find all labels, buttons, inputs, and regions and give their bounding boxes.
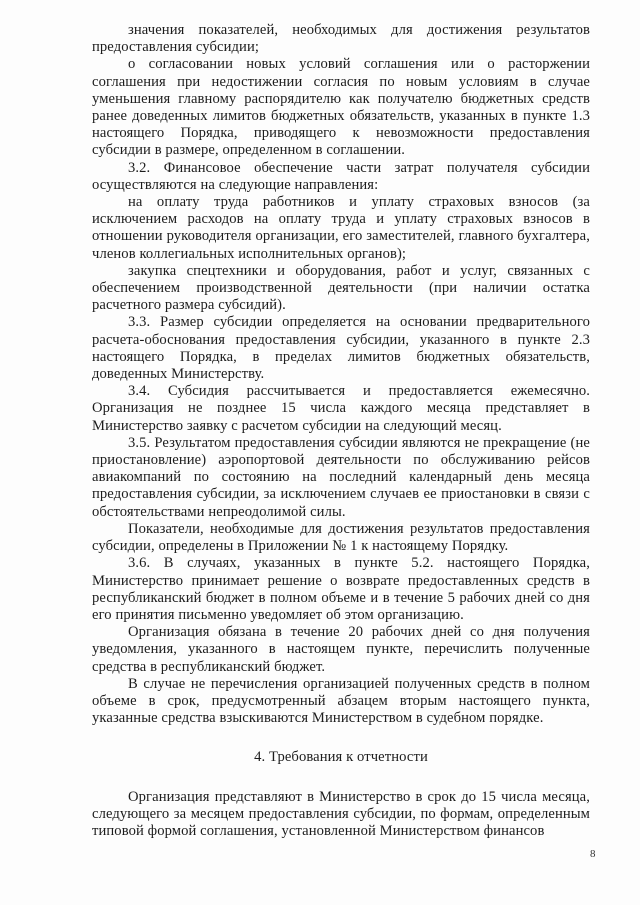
document-body: [92, 22, 590, 840]
paragraph-indicators: Показатели, необходимые для достижения результатов предоставления субсидии, определены в Приложении № 1 к настоящему Порядку.: [92, 520, 590, 555]
paragraph-3-2: 3.2. Финансовое обеспечение части затрат получателя субсидии осуществляются на следующие направления:: [92, 159, 590, 193]
paragraph-3-6: 3.6. В случаях, указанных в пункте 5.2. настоящего Порядка, Министерство принимает решение о возврате предоставленных средств в республиканский бюджет в полном объеме и в течение 5 рабочих дней со дня его принятия письменно уведомляет об этом организацию.: [92, 555, 590, 623]
paragraph-3-4: 3.4. Субсидия рассчитывается и предоставляется ежемесячно. Организация не позднее 15 числа каждого месяца представляет в Министерство заявку с расчетом субсидии на следующий месяц.: [92, 383, 590, 434]
paragraph-payroll: на оплату труда работников и уплату страховых взносов (за исключением расходов на оплату труда и уплату страховых взносов в отношении руководителя организации, его заместителей, главного бухгалтера, членов коллегиальных исполнительных органов);: [92, 194, 590, 262]
paragraph-reporting: Организация представляют в Министерство в срок до 15 числа месяца, следующего за месяцем предоставления субсидии, по формам, определенным типовой формой соглашения, установленной Министерством финансов: [92, 788, 590, 839]
paragraph-indicator-values: значения показателей, необходимых для достижения результатов предоставления субсидии;: [92, 22, 590, 56]
paragraph-recovery: В случае не перечисления организацией полученных средств в полном объеме в срок, предусмотренный абзацем вторым настоящего пункта, указанные средства взыскиваются Министерством в судебном порядке.: [92, 675, 590, 727]
paragraph-3-5: 3.5. Результатом предоставления субсидии являются не прекращение (не приостановление) аэропортовой деятельности по обслуживанию рейсов авиакомпаний по состоянию на последний календарный день месяца предоставления субсидии, за исключением случаев ее приостановки в связи с обстоятельствами непреодолимой силы.: [92, 434, 590, 520]
section-heading: 4. Требования к отчетности: [254, 749, 428, 766]
page-number: 8: [590, 848, 596, 860]
paragraph-refund-obligation: Организация обязана в течение 20 рабочих дней со дня получения уведомления, указанного в настоящем пункте, перечислить полученные средства в республиканский бюджет.: [92, 624, 590, 675]
paragraph-equipment: закупка спецтехники и оборудования, работ и услуг, связанных с обеспечением производственной деятельности (при наличии остатка расчетного размера субсидий).: [92, 262, 590, 314]
paragraph-3-3: 3.3. Размер субсидии определяется на основании предварительного расчета-обоснования предоставления субсидии, указанного в пункте 2.3 настоящего Порядка, в пределах лимитов бюджетных обязательств, доведенных Министерству.: [92, 314, 590, 383]
paragraph-agreement-terms: о согласовании новых условий соглашения или о расторжении соглашения при недостижении согласия по новым условиям в случае уменьшения главному распорядителю как получателю бюджетных средств ранее доведенных лимитов бюджетных обязательств, указанных в пункте 1.3 настоящего Порядка, приводящего к невозможности предоставления субсидии в размере, определенном в соглашении.: [92, 56, 590, 159]
